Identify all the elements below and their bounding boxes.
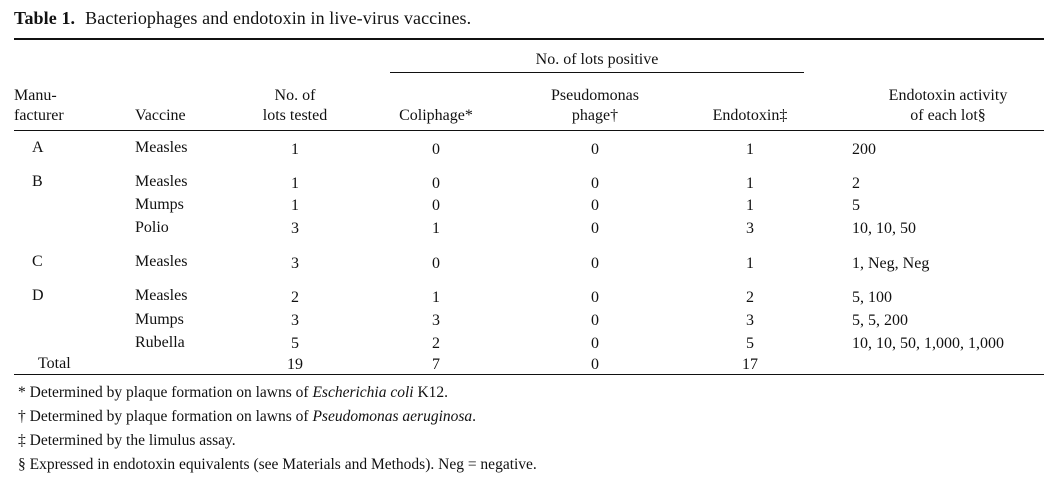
row-7-tested: 3: [291, 312, 299, 329]
row-7-coliphage: 3: [432, 312, 440, 329]
row-1-activity: 200: [852, 141, 876, 158]
row-8-activity: 10, 10, 50, 1,000, 1,000: [852, 335, 1004, 352]
row-6-coliphage: 1: [432, 289, 440, 306]
row-6-vaccine: Measles: [135, 287, 188, 304]
header-manufacturer-1: Manu-: [14, 87, 57, 104]
row-1-manufacturer: A: [32, 139, 44, 156]
row-3-pseudomonas: 0: [591, 197, 599, 214]
footnote-2-text: † Determined by plaque formation on lawns of: [18, 408, 313, 425]
header-lots-tested-2: lots tested: [262, 107, 328, 124]
footnote-pseudomonas: [18, 408, 476, 426]
row-8-endotoxin: 5: [746, 335, 754, 352]
header-vaccine: Vaccine: [135, 107, 186, 124]
bottom-rule: [14, 374, 1044, 375]
row-3-endotoxin: 1: [746, 197, 754, 214]
header-activity-2: of each lot§: [910, 107, 986, 124]
row-5-endotoxin: 1: [746, 255, 754, 272]
row-2-coliphage: 0: [432, 175, 440, 192]
row-1-coliphage: 0: [432, 141, 440, 158]
total-label: Total: [38, 355, 71, 372]
header-pseudomonas-2: phage†: [571, 107, 619, 124]
header-activity-1: Endotoxin activity: [888, 87, 1008, 104]
row-4-tested: 3: [291, 220, 299, 237]
header-coliphage: Coliphage*: [399, 107, 473, 124]
total-pseudomonas: 0: [591, 356, 599, 373]
row-1-tested: 1: [291, 141, 299, 158]
total-endotoxin: 17: [742, 356, 758, 373]
row-7-vaccine: Mumps: [135, 311, 184, 328]
row-6-activity: 5, 100: [852, 289, 892, 306]
header-rule: [14, 130, 1044, 131]
row-6-pseudomonas: 0: [591, 289, 599, 306]
row-2-activity: 2: [852, 175, 860, 192]
footnote-coliphage: [18, 384, 448, 402]
total-coliphage: 7: [432, 356, 440, 373]
row-4-activity: 10, 10, 50: [852, 220, 916, 237]
row-5-coliphage: 0: [432, 255, 440, 272]
footnote-activity: § Expressed in endotoxin equivalents (see Materials and Methods). Neg = negative.: [18, 456, 537, 473]
row-2-tested: 1: [291, 175, 299, 192]
footnote-2-suffix: .: [472, 408, 477, 425]
row-4-vaccine: Polio: [135, 219, 169, 236]
row-1-vaccine: Measles: [135, 139, 188, 156]
row-7-pseudomonas: 0: [591, 312, 599, 329]
row-6-manufacturer: D: [32, 287, 44, 304]
row-3-tested: 1: [291, 197, 299, 214]
row-1-endotoxin: 1: [746, 141, 754, 158]
header-pseudomonas-1: Pseudomonas: [551, 87, 639, 104]
row-8-tested: 5: [291, 335, 299, 352]
footnote-1-suffix: K12.: [413, 384, 449, 401]
footnote-1-text: * Determined by plaque formation on lawns of: [18, 384, 313, 401]
row-7-endotoxin: 3: [746, 312, 754, 329]
header-lots-tested-1: No. of: [274, 87, 316, 104]
row-2-vaccine: Measles: [135, 173, 188, 190]
row-2-manufacturer: B: [32, 173, 43, 190]
row-8-pseudomonas: 0: [591, 335, 599, 352]
row-2-pseudomonas: 0: [591, 175, 599, 192]
row-3-vaccine: Mumps: [135, 196, 184, 213]
row-8-coliphage: 2: [432, 335, 440, 352]
table-label: Table 1.: [14, 8, 76, 28]
row-5-activity: 1, Neg, Neg: [852, 255, 930, 272]
table-caption: [14, 8, 471, 29]
table-title: Bacteriophages and endotoxin in live-virus vaccines.: [85, 8, 472, 28]
total-tested: 19: [287, 356, 303, 373]
footnote-endotoxin: ‡ Determined by the limulus assay.: [18, 432, 236, 449]
row-3-activity: 5: [852, 197, 860, 214]
row-1-pseudomonas: 0: [591, 141, 599, 158]
header-manufacturer-2: facturer: [14, 107, 64, 124]
row-8-vaccine: Rubella: [135, 334, 185, 351]
footnote-2-species: Pseudomonas aeruginosa: [312, 408, 473, 425]
row-6-tested: 2: [291, 289, 299, 306]
header-endotoxin: Endotoxin‡: [712, 107, 788, 124]
row-2-endotoxin: 1: [746, 175, 754, 192]
row-5-manufacturer: C: [32, 253, 43, 270]
row-4-pseudomonas: 0: [591, 220, 599, 237]
top-rule: [14, 38, 1044, 40]
row-5-vaccine: Measles: [135, 253, 188, 270]
row-4-endotoxin: 3: [746, 220, 754, 237]
row-4-coliphage: 1: [432, 220, 440, 237]
row-5-tested: 3: [291, 255, 299, 272]
group-rule: [390, 72, 804, 73]
row-6-endotoxin: 2: [746, 289, 754, 306]
row-3-coliphage: 0: [432, 197, 440, 214]
group-header: No. of lots positive: [535, 51, 659, 68]
row-7-activity: 5, 5, 200: [852, 312, 908, 329]
footnote-1-species: Escherichia coli: [312, 384, 414, 401]
row-5-pseudomonas: 0: [591, 255, 599, 272]
